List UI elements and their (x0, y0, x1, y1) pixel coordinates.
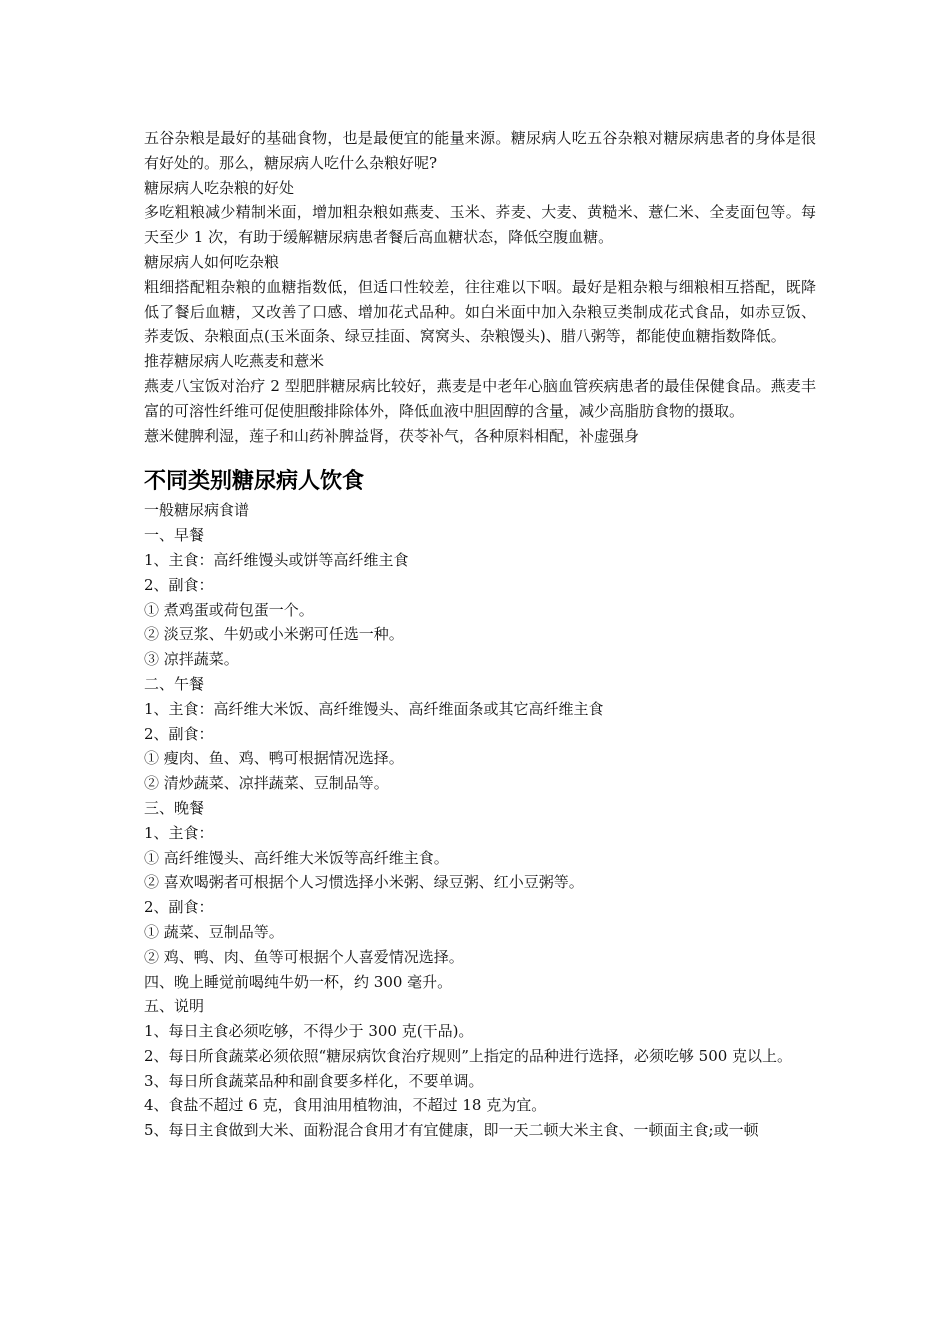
intro-paragraph: 五谷杂粮是最好的基础食物，也是最便宜的能量来源。糖尿病人吃五谷杂粮对糖尿病患者的身体是很有好处的。那么，糖尿病人吃什么杂粮好呢? (144, 129, 816, 172)
menu-line: 2、每日所食蔬菜必须依照“糖尿病饮食治疗规则”上指定的品种进行选择，必须吃够 500 克以上。 (144, 1046, 793, 1065)
intro-paragraph: 粗细搭配粗杂粮的血糖指数低，但适口性较差，往往难以下咽。最好是粗杂粮与细粮相互搭配，既降低了餐后血糖，又改善了口感、增加花式品种。如白米面中加入杂粮豆类制成花式食品，如赤豆饭、荞麦饭、杂粮面点(玉米面条、绿豆挂面、窝窝头、杂粮馒头)、腊八粥等，都能使血糖指数降低。 (144, 277, 816, 346)
intro-paragraph: 薏米健脾利湿，莲子和山药补脾益肾，茯苓补气，各种原料相配，补虚强身 (144, 426, 640, 445)
menu-line: 2、副食： (144, 575, 214, 594)
menu-line: 四、晚上睡觉前喝纯牛奶一杯，约 300 毫升。 (144, 972, 453, 991)
menu-line: ③ 凉拌蔬菜。 (144, 650, 239, 669)
menu-line: ① 煮鸡蛋或荷包蛋一个。 (144, 600, 314, 619)
menu-line: ① 瘦肉、鱼、鸡、鸭可根据情况选择。 (144, 749, 404, 768)
menu-line: 五、说明 (144, 997, 205, 1016)
menu-line: 一、早餐 (144, 526, 205, 545)
intro-paragraph: 燕麦八宝饭对治疗 2 型肥胖糖尿病比较好，燕麦是中老年心脑血管疾病患者的最佳保健食品。燕麦丰富的可溶性纤维可促使胆酸排除体外，降低血液中胆固醇的含量，减少高脂肪食物的摄取。 (144, 376, 816, 420)
menu-line: ② 淡豆浆、牛奶或小米粥可任选一种。 (144, 625, 404, 644)
menu-line: 3、每日所食蔬菜品种和副食要多样化，不要单调。 (144, 1071, 484, 1090)
menu-line: 5、每日主食做到大米、面粉混合食用才有宜健康，即一天二顿大米主食、一顿面主食;或一顿 (144, 1121, 759, 1140)
menu-line: ② 清炒蔬菜、凉拌蔬菜、豆制品等。 (144, 774, 389, 793)
menu-line: 1、每日主食必须吃够，不得少于 300 克(干品)。 (144, 1022, 474, 1041)
menu-line: 1、主食：高纤维大米饭、高纤维馒头、高纤维面条或其它高纤维主食 (144, 699, 604, 718)
intro-subheading: 推荐糖尿病人吃燕麦和薏米 (144, 352, 325, 371)
intro-paragraph: 多吃粗粮减少精制米面，增加粗杂粮如燕麦、玉米、荞麦、大麦、黄糙米、薏仁米、全麦面包等。每天至少 1 次，有助于缓解糖尿病患者餐后高血糖状态，降低空腹血糖。 (144, 203, 816, 247)
document-page (144, 126, 816, 1143)
menu-line: 1、主食： (144, 823, 214, 842)
menu-line: 一般糖尿病食谱 (144, 501, 250, 520)
intro-subheading: 糖尿病人如何吃杂粮 (144, 252, 280, 271)
section-heading: 不同类别糖尿病人饮食 (144, 469, 365, 495)
menu-line: 二、午餐 (144, 674, 205, 693)
menu-line: 4、食盐不超过 6 克，食用油用植物油，不超过 18 克为宜。 (144, 1096, 547, 1115)
menu-line: ② 喜欢喝粥者可根据个人习惯选择小米粥、绿豆粥、红小豆粥等。 (144, 873, 584, 892)
intro-subheading: 糖尿病人吃杂粮的好处 (144, 178, 295, 197)
menu-line: 2、副食： (144, 724, 214, 743)
intro-section (144, 126, 816, 448)
menu-line: ① 蔬菜、豆制品等。 (144, 922, 284, 941)
menu-line: 1、主食：高纤维馒头或饼等高纤维主食 (144, 550, 409, 569)
menu-line: 三、晚餐 (144, 798, 205, 817)
menu-line: 2、副食： (144, 898, 214, 917)
menu-section (144, 498, 816, 1143)
menu-line: ② 鸡、鸭、肉、鱼等可根据个人喜爱情况选择。 (144, 947, 464, 966)
menu-line: ① 高纤维馒头、高纤维大米饭等高纤维主食。 (144, 848, 449, 867)
